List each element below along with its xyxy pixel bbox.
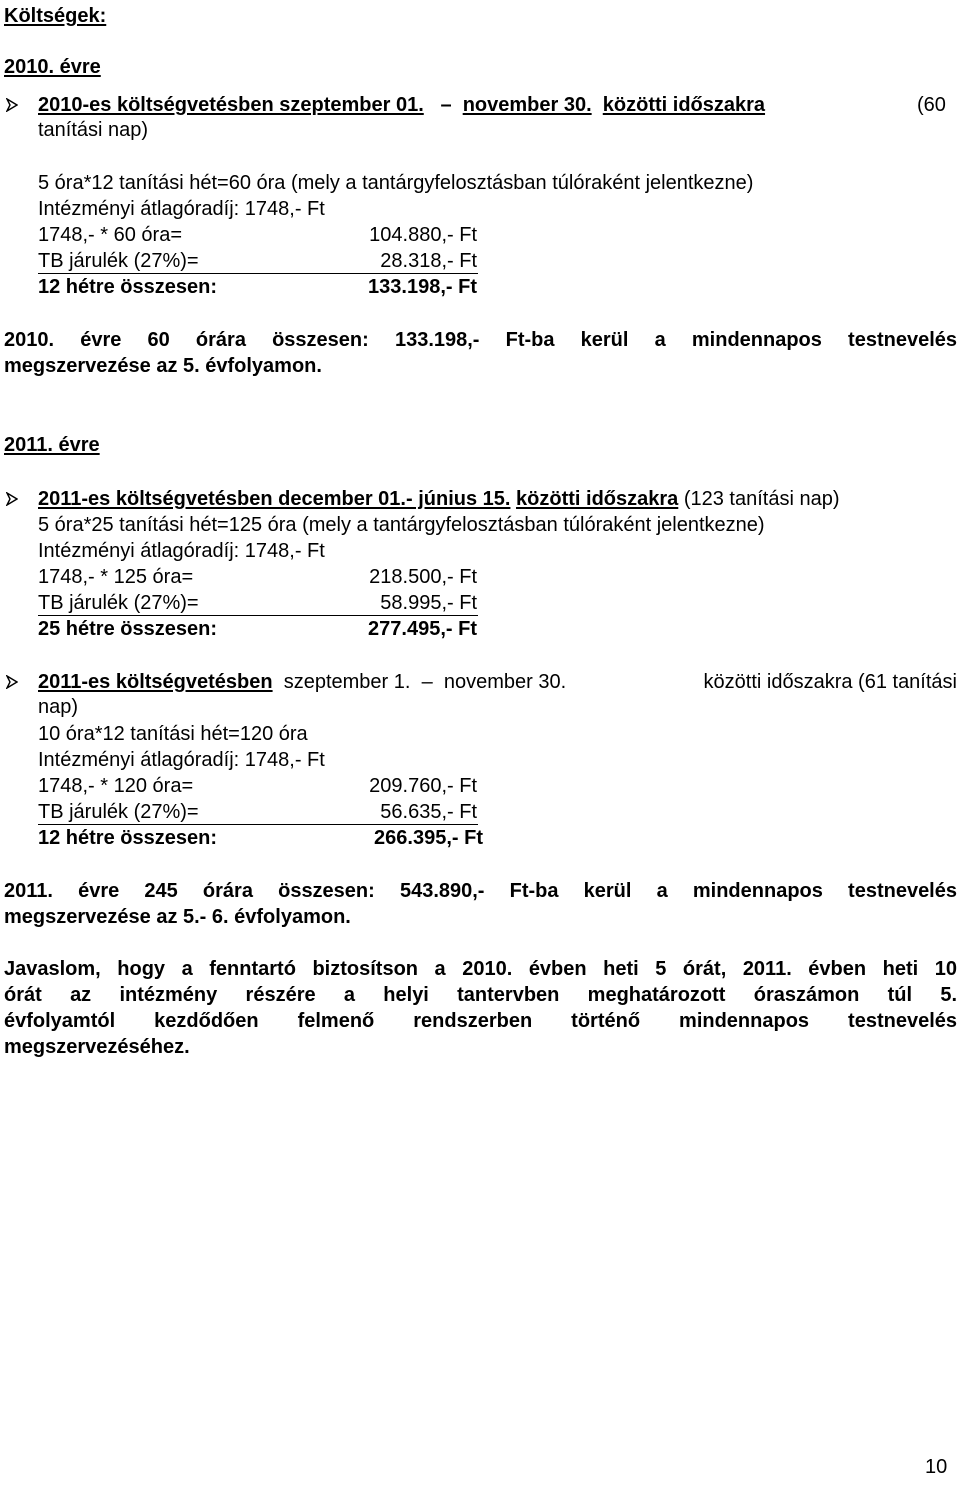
- arrow-bullet-icon: [6, 98, 18, 112]
- proposal-line4: megszervezéséhez.: [4, 1036, 190, 1058]
- item-2011a-tb-value: 58.995,- Ft: [380, 592, 477, 614]
- item-2011b-title-a: 2011-es költségvetésben: [38, 671, 273, 693]
- summary-2010-line2: megszervezése az 5. évfolyamon.: [4, 355, 322, 377]
- page-title: Költségek:: [4, 5, 107, 27]
- proposal-line2: órát az intézmény részére a helyi tantervben meghatározott óraszámon túl 5.: [4, 984, 957, 1006]
- item-2010-total-label: 12 hétre összesen:: [38, 276, 217, 298]
- arrow-bullet-icon: [6, 675, 18, 689]
- item-2011b-title-cont: nap): [38, 696, 79, 718]
- item-2011a-title: [38, 487, 840, 511]
- sum-rule-line: [38, 824, 478, 825]
- item-2011b-calc-value: 209.760,- Ft: [369, 775, 477, 797]
- sum-rule-line: [38, 273, 478, 274]
- item-2010-tb-value: 28.318,- Ft: [380, 250, 477, 272]
- proposal-line3: évfolyamtól kezdődően felmenő rendszerben történő mindennapos testnevelés: [4, 1010, 957, 1032]
- item-2011b-total-value: 266.395,- Ft: [374, 827, 483, 849]
- item-2011b-calc-label: 1748,- * 120 óra=: [38, 775, 194, 797]
- item-2010-calc-label: 1748,- * 60 óra=: [38, 224, 182, 246]
- item-2011b-tb-value: 56.635,- Ft: [380, 801, 477, 823]
- summary-2011-line2: megszervezése az 5.- 6. évfolyamon.: [4, 906, 351, 928]
- item-2011a-title-c: (123 tanítási nap): [683, 488, 840, 510]
- summary-2010-line1: 2010. évre 60 órára összesen: 133.198,- Ft-ba kerül a mindennapos testnevelés: [4, 329, 957, 351]
- summary-2011-line1: 2011. évre 245 órára összesen: 543.890,- Ft-ba kerül a mindennapos testnevelés: [4, 880, 957, 902]
- item-2011a-calc-label: 1748,- * 125 óra=: [38, 566, 194, 588]
- item-2011a-tb-label: TB járulék (27%)=: [38, 592, 199, 614]
- item-2010-title-cont: tanítási nap): [38, 119, 149, 141]
- proposal-line1: Javaslom, hogy a fenntartó biztosítson a 2010. évben heti 5 órát, 2011. évben heti 10: [4, 958, 957, 980]
- item-2011a-title-b: közötti időszakra: [516, 488, 679, 510]
- item-2010-title: [38, 93, 765, 117]
- item-2011b-total-label: 12 hétre összesen:: [38, 827, 217, 849]
- item-2011b-title: [38, 670, 566, 694]
- item-2011a-total-value: 277.495,- Ft: [368, 618, 477, 640]
- item-2011b-title-b: szeptember 1.: [283, 671, 411, 693]
- item-2011b-rate: Intézményi átlagóradíj: 1748,- Ft: [38, 749, 325, 771]
- item-2010-rate: Intézményi átlagóradíj: 1748,- Ft: [38, 198, 325, 220]
- item-2010-title-dash: –: [440, 94, 452, 116]
- item-2011a-calc-value: 218.500,- Ft: [369, 566, 477, 588]
- year-2010-heading: 2010. évre: [4, 56, 101, 78]
- item-2010-calc-value: 104.880,- Ft: [369, 224, 477, 246]
- item-2010-title-a: 2010-es költségvetésben szeptember 01.: [38, 94, 424, 116]
- item-2011b-title-c: november 30.: [443, 671, 567, 693]
- item-2010-title-c: közötti időszakra: [602, 94, 766, 116]
- item-2010-title-d: (60: [917, 94, 946, 116]
- item-2010-title-b: november 30.: [462, 94, 592, 116]
- item-2011b-title-dash: –: [421, 671, 433, 693]
- sum-rule-line: [38, 615, 478, 616]
- item-2010-total-value: 133.198,- Ft: [368, 276, 477, 298]
- item-2011a-rate: Intézményi átlagóradíj: 1748,- Ft: [38, 540, 325, 562]
- page-number: 10: [925, 1456, 948, 1478]
- item-2011b-tb-label: TB járulék (27%)=: [38, 801, 199, 823]
- item-2011b-line1: 10 óra*12 tanítási hét=120 óra: [38, 723, 308, 745]
- item-2010-line1: 5 óra*12 tanítási hét=60 óra (mely a tantárgyfelosztásban túlóraként jelentkezne): [38, 172, 754, 194]
- item-2011a-line1: 5 óra*25 tanítási hét=125 óra (mely a tantárgyfelosztásban túlóraként jelentkezne): [38, 514, 765, 536]
- item-2010-tb-label: TB járulék (27%)=: [38, 250, 199, 272]
- arrow-bullet-icon: [6, 492, 18, 506]
- year-2011-heading: 2011. évre: [4, 434, 100, 456]
- item-2011b-title-d: közötti időszakra (61 tanítási: [703, 671, 957, 693]
- item-2011a-title-a: 2011-es költségvetésben december 01.- június 15.: [38, 488, 511, 510]
- item-2011a-total-label: 25 hétre összesen:: [38, 618, 217, 640]
